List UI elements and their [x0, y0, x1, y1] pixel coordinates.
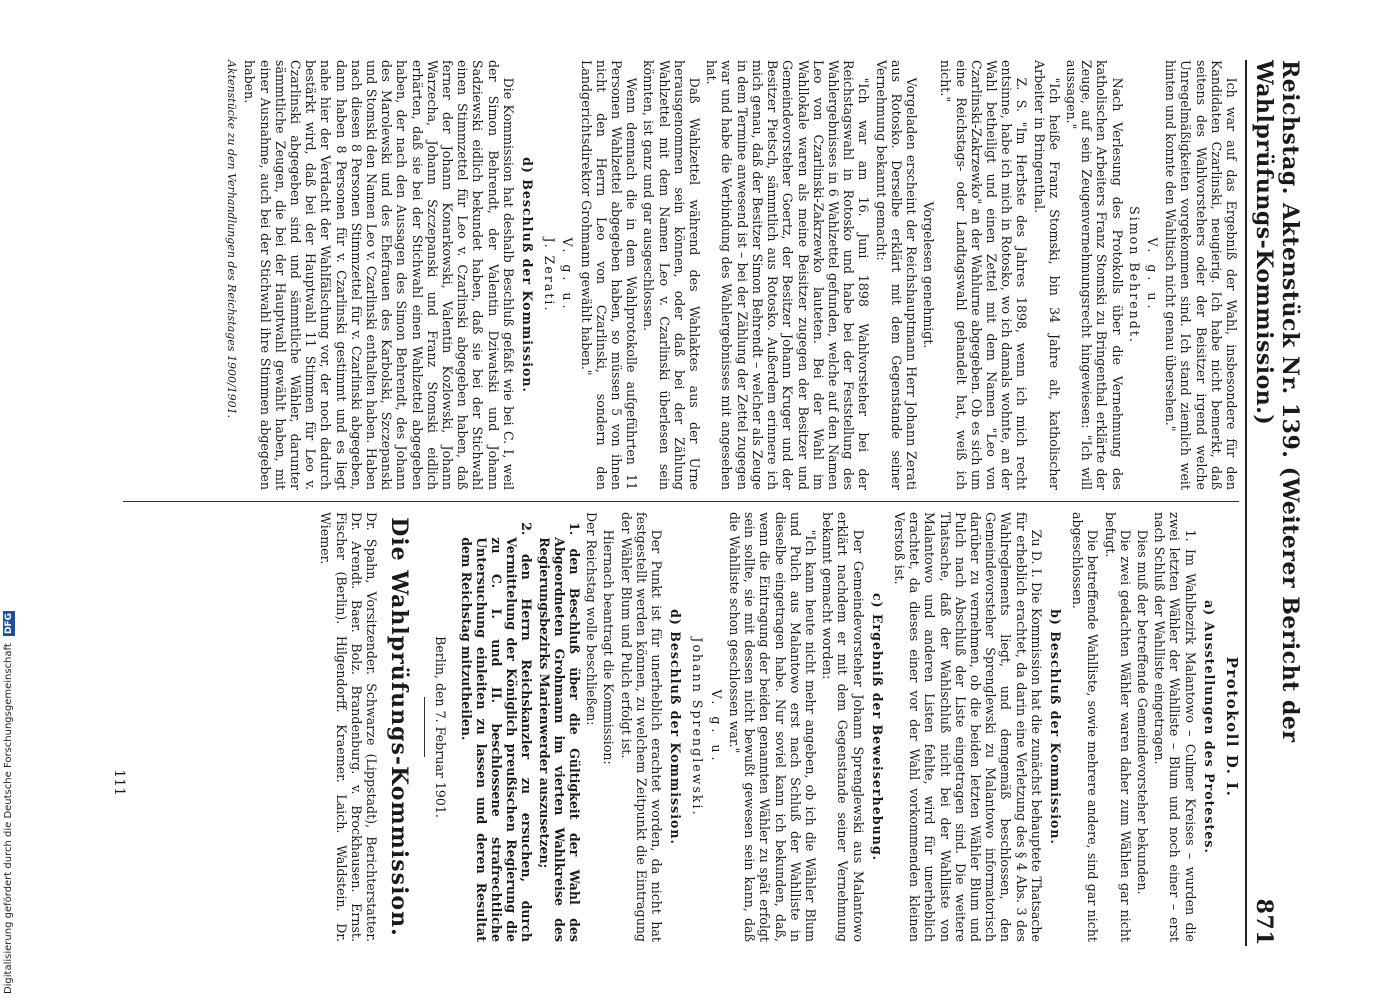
list-item: 2. den Herrn Reichskanzler zu ersuchen, durch Vermittelung der Königlich preußischen Regierung die zu C. I. und II. beschlossene strafrechtliche Untersuchung einleiten zu lassen und deren Resultat dem Reichstag mitzutheilen.: [458, 522, 535, 942]
paragraph: Daß Wahlzettel während des Wahlaktes aus der Urne herausgenommen sein können, oder daß bei der Zählung Wahlzettel mit dem Namen Leo v. Czarlinski überlesen sein könnten, ist ganz und gar ausgeschlossen.: [641, 60, 703, 490]
signature-mark: V. g. u.: [708, 689, 724, 765]
witness-name: Johann Sprenglewski.: [690, 637, 706, 817]
section-heading: c) Ergebniß der Beweiserhebung.: [869, 592, 885, 862]
column-divider: [123, 501, 1239, 502]
section-heading: a) Ausstellungen des Protestes.: [1201, 600, 1217, 854]
paragraph: "Ich kann heute nicht mehr angeben, ob ich die Wähler Blum und Pulch aus Malantowo erst nach Schluß der Wahlliste in dieselbe eingetragen habe. Nur soviel kann ich bekunden, daß, wenn die Eintragung der beiden genannten Wähler zu spät erfolgt sein sollte, sie mit dessen nicht bewußt gewesen sein kann, daß die Wahlliste schon geschlossen war.": [726, 512, 818, 942]
paragraph: Dies muß der betreffende Gemeindevorsteher bekunden.: [1134, 529, 1150, 895]
paragraph: Der Gemeindevorsteher Johann Sprenglewski aus Malantowo erklärt nachdem er mit dem Gegenstande seiner Vernehmung bekannt gemacht worden:: [820, 512, 866, 942]
section-heading: d) Beschluß der Kommission.: [668, 609, 684, 845]
dfg-logo: DFG: [4, 612, 14, 634]
paragraph: "Ich heiße Franz Stomski, bin 34 Jahre alt, katholischer Arbeiter in Bringenthal.: [1031, 60, 1062, 490]
credit-text: [3, 611, 15, 994]
folio-number: 111: [111, 769, 127, 796]
section-heading: d) Beschluß der Kommission.: [520, 157, 536, 393]
paragraph: Vorgeladen erscheint der Reichshauptmann Herr Johann Zerati aus Rotosko. Derselbe erklärt mit dem Gegenstande seiner Vernehmung bekannt gemacht:: [873, 60, 919, 490]
signature-mark: V. g. u.: [1144, 237, 1160, 313]
digitization-credit-bar: [0, 0, 16, 1000]
paragraph: Der Reichstag wolle beschließen:: [584, 512, 600, 726]
paragraph: "Ich war am 16. Juni 1898 Wahlvorsteher bei der Reichstagswahl in Rotosko und habe bei der Feststellung des Wahlergebnisses in 6 Wahlzettel gefunden, welche auf den Namen Leo von Czarlinski-Zakrzewko lauteten. Bei der Wahl im Wahllokale waren als meine Beisitzer zugegen der Besitzer und Gemeindevorsteher Goertz, der Besitzer Johann Kruger und der Besitzer Pietsch, sämmtlich aus Rotosko. Außerdem erinnere ich mich genau, daß der Besitzer Simon Behrendt – welcher als Zeuge in dem Termine anwesend ist – bei der Zählung der Zettel zugegen war und habe die Verbindung des Wahlergebnisses mit angesehen hat.: [704, 60, 872, 490]
paragraph: Wenn demnach die in dem Wahlprotokolle aufgeführten 11 Personen Wahlzettel abgegeben haben, so müssen 5 von ihnen nicht den Herrn Leo von Czarlinski, sondern den Landgerichtsdirektor Grohmann gewählt haben.": [578, 60, 640, 490]
signature-mark: V. g. u.: [560, 237, 576, 313]
divider: [424, 697, 425, 757]
credit-label: Digitalisierung gefördert durch die Deutsche Forschungsgemeinschaft: [3, 643, 14, 994]
witness-name: Simon Behrendt.: [1126, 206, 1142, 344]
paragraph: 1. Im Wahlbezirk Malantowo – Culmer Kreises – wurden die zwei letzten Wähler der Wahlliste – Blum und noch einer – erst nach Schluß der Wahlliste eingetragen.: [1152, 512, 1198, 942]
protocol-heading: Protokoll D. I.: [1223, 656, 1241, 798]
document-page: [83, 30, 1313, 970]
date-line: Berlin, den 7. Februar 1901.: [433, 636, 449, 818]
commission-title: Die Wahlprüfungs-Kommission.: [386, 517, 413, 937]
signature-mark: Vorgelesen genehmigt.: [921, 201, 937, 349]
running-header: [1245, 60, 1303, 946]
paragraph: Nach Verlesung des Protokolls über die Vernehmung des katholischen Arbeiters Franz Stomski zu Bringenthal erklärte der Zeuge, auf sein Zeugenvernehmungsrecht hingewiesen: "Ich will aussagen.": [1063, 60, 1125, 490]
paragraph: Ich war auf das Ergebniß der Wahl, insbesondere für den Kandidaten Czarlinski, neugierig. Ich habe nicht bemerkt, daß seitens des Wahlvorstehers oder der Beisitzer irgend welche Unregelmäßigkeiten vorgekommen sind. Ich stand ziemlich weit hinten und konnte den Wahltisch nicht genau übersehen.": [1163, 60, 1239, 490]
list-item: 1. den Beschluß über die Gültigkeit der Wahl des Abgeordneten Grohmann im vierten Wahlkreise des Regierungsbezirks Marienwerder auszusetzen;: [536, 522, 583, 942]
paragraph: Zu D. I. Die Kommission hat die zunächst behauptete Thatsache für erheblich erachtet, da darin eine Verletzung des § 4 Abs. 3 des Wahlreglements liegt, und demgemäß beschlossen, den Gemeindevorsteher Sprenglewski zu Malantowo informatorisch darüber zu vernehmen, ob die beiden letzten Wähler Blum und Pulch nach Abschluß der Liste eingetragen sind. Die weitere Thatsache, daß der Wahlschluß nicht bei der Wahlliste von Malantowo und anderen Listen fehlte, wird für unerheblich erachtet, da dieses einer vor der Wahl vorkommenden kleinen Verstoß ist.: [891, 512, 1044, 942]
header-title: Reichstag. Aktenstück Nr. 139. (Weiterer Bericht der Wahlprüfungs-Kommission.): [1251, 60, 1303, 743]
paragraph: Die zwei gedachten Wähler waren daher zum Wählen gar nicht befugt.: [1102, 512, 1133, 942]
paragraph: Die betreffende Wahlliste, sowie mehrere andere, sind gar nicht abgeschlossen.: [1070, 512, 1101, 942]
paragraph: Der Punkt ist für unerheblich erachtet worden, da nicht hat festgestellt werden können, zu welchem Zeitpunkt die Eintragung der Wähler Blum und Pulch erfolgt ist.: [618, 512, 665, 942]
section-heading: b) Beschluß der Kommission.: [1047, 609, 1063, 845]
footnote: Aktenstücke zu den Verhandlungen des Reichstages 1900/1901.: [225, 60, 239, 419]
paragraph: Die Kommission hat deshalb Beschluß gefaßt wie bei C. I, weil der Simon Behrendt, der Valentin Dziwatski und Johann Sadziewski eidlich bekundet haben, daß sie bei der Stichwahl einen Stimmzettel für Leo v. Czarlinski abgegeben haben, daß ferner der Johann Konarkowski, Valentin Kozlowski, Johann Warzecha, Johann Szczepanski und Franz Stomski eidlich erhärten, daß sie bei der Stichwahl einen Wahlzettel abgegeben haben, der nach den Aussagen des Simon Behrendt, des Johann des Marolewski und des Ehefrauen des Karbolski, Szczepanski und Stomski den Namen Leo v. Czarlinski enthalten haben. Haben nach diesen 8 Personen Stimmzettel für v. Czarlinski abgegeben, dann haben 8 Personen für v. Czarlinski gestimmt und es liegt nahe hier der Verdacht der Wahlfälschung vor, der noch dadurch bestärkt wird, daß bei der Hauptwahl 11 Stimmen für Leo v. Czarlinski abgegeben sind und sämmtliche Wähler, darunter sämmtliche Zeugen, die bei der Hauptwahl gewählt haben, mit einer Ausnahme, auch bei der Stichwahl ihre Stimmen abgegeben haben.: [242, 60, 516, 490]
paragraph: Z. S. "Im Herbste des Jahres 1898, wenn ich mich recht entsinne, habe ich mich in Rotosko, wo ich damals wohnte, an der Wahl betheiligt und einen Zettel mit dem Namen "Leo von Czarlinski-Zakrzewko" an der Wahlurne abgegeben. Ob es sich um eine Reichstags- oder Landtagswahl gehandelt hat, weiß ich nicht.": [938, 60, 1030, 490]
witness-name: J. Zerati.: [542, 237, 558, 313]
signatory-names: Dr. Spahn, Vorsitzender. Schwarze (Lippstadt), Berichterstatter. Dr. Arendt. Baer. Bolz. Brandenburg. v. Brockhausen. Ernst. Fischer (Berlin). Hilgendorff. Kraemer. Laich. Waldstein. Dr. Wiemer.: [318, 512, 380, 942]
paragraph: Hiernach beantragt die Kommission:: [601, 529, 617, 765]
right-column: [93, 512, 1239, 942]
page-number: 871: [1251, 898, 1277, 946]
left-column: [93, 60, 1239, 490]
